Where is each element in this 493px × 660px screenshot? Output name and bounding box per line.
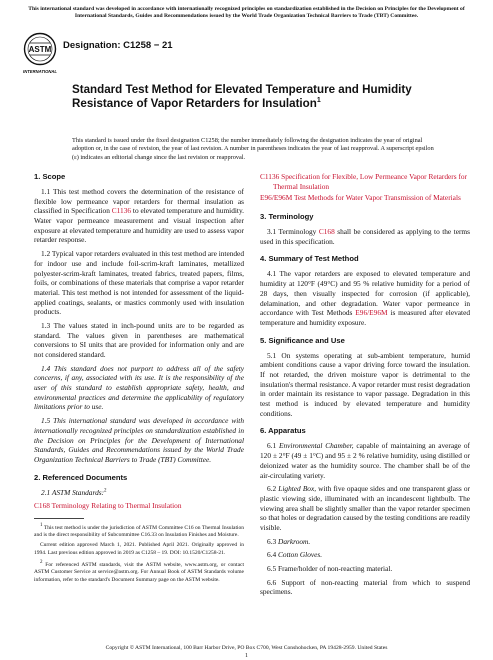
title-footnote-mark: 1 xyxy=(316,97,321,105)
ref-link-c1136[interactable]: C1136 xyxy=(111,206,132,216)
para-6-2-label: 6.2 xyxy=(267,484,279,494)
para-1-5: 1.5 This international standard was developed in accordance with internationally recognized principles on standardization established in the Decision on Principles for the Development of International Standards, Guides and Recommendations issued by the World Trade Organization Technical Barriers to Trade (TBT) Committee. xyxy=(34,416,244,464)
footnote-1-text: This test method is under the jurisdiction of ASTM Committee C16 on Thermal Insulation and is the direct responsibility of Subcommittee C16.33 on Insulation Finishes and Moisture. xyxy=(34,524,244,539)
para-3-1-text-a: 3.1 Terminology xyxy=(267,227,319,237)
footnote-1-mark: 1 xyxy=(40,522,43,528)
footnote-2 xyxy=(34,560,244,584)
para-4-1 xyxy=(260,269,470,327)
para-4-1-text-b: is measured after elevated temperature and humidity exposure. xyxy=(260,308,470,327)
para-1-1 xyxy=(34,187,244,245)
section-2-heading: 2. Referenced Documents xyxy=(34,472,128,482)
page-number: 1 xyxy=(245,653,248,659)
para-6-1 xyxy=(260,441,470,480)
ref-code-c168[interactable]: C168 xyxy=(34,501,50,511)
ref-link-e96[interactable]: E96/E96M xyxy=(355,308,388,318)
para-6-6: 6.6 Support of non-reacting material from which to suspend specimens. xyxy=(260,577,470,597)
footnote-2-mark: 2 xyxy=(104,488,107,494)
section-1-heading: 1. Scope xyxy=(34,172,66,181)
para-2-1-text: 2.1 ASTM Standards: xyxy=(41,487,105,497)
para-6-3-term: Darkroom. xyxy=(278,536,311,546)
para-6-4-label: 6.4 xyxy=(267,550,279,560)
para-6-4 xyxy=(260,550,470,560)
document-title xyxy=(72,83,432,111)
para-6-1-term: Environmental Chamber, xyxy=(279,441,354,451)
para-2-1 xyxy=(34,488,244,498)
para-6-4-term: Cotton Gloves. xyxy=(278,550,323,560)
para-1-4: 1.4 This standard does not purport to address all of the safety concerns, if any, associated with its use. It is the responsibility of the user of this standard to establish appropriate safety, health, and environmental practices and determine the applicability of regulatory limitations prior to use. xyxy=(34,363,244,412)
astm-logo-icon xyxy=(23,32,57,78)
footnote-2-mark-bottom: 2 xyxy=(40,560,43,566)
logo-subtext: INTERNATIONAL xyxy=(23,69,57,74)
right-column xyxy=(260,172,470,601)
para-6-2-text: with five opaque sides and one transparent glass or plastic viewing side, illuminated with an incandescent lightbulb. The viewing area shall be slightly smaller than the vapor retarder specimen so that holes or degradation caused by the testing conditions are readily visible. xyxy=(260,484,470,532)
title-text: Standard Test Method for Elevated Temperature and Humidity Resistance of Vapor Retarders for Insulation xyxy=(72,83,412,111)
footnote-divider xyxy=(34,518,84,519)
copyright-footer: Copyright © ASTM International, 100 Barr Harbor Drive, PO Box C700, West Conshohocken, PA 19428-2959. United States xyxy=(105,645,388,651)
para-5-1: 5.1 On systems operating at sub-ambient temperature, humid ambient conditions cause a vapor driving force toward the insulation. If not retarded, the driven moisture vapor is detrimental to the insulation's thermal resistance. A vapor retarder must resist degradation in order maintain its resistance to vapor passage. Degradation in this test method is induced by elevated temperature and humidity conditions. xyxy=(260,350,470,418)
designation: Designation: C1258 − 21 xyxy=(63,40,173,51)
section-3-heading: 3. Terminology xyxy=(260,212,314,222)
section-4-heading: 4. Summary of Test Method xyxy=(260,254,359,264)
para-1-2: 1.2 Typical vapor retarders evaluated in this test method are intended for indoor use and include foil-scrim-kraft laminates, metallized polyester-scrim-kraft laminates, treated fabrics, treated papers, films, foils, or combinations of these materials that comprise a vapor retarder material. This test method is not intended for assessment of the liquid-applied coatings, sealants, or mastics commonly used with insulation products. xyxy=(34,249,244,317)
para-6-3-label: 6.3 xyxy=(267,536,279,546)
para-1-1-text-a: 1.1 This test method covers the determination of the resistance of flexible low permeance vapor retarders for thermal insulation as classified in Specification xyxy=(34,187,244,216)
ref-e96[interactable] xyxy=(260,193,470,203)
para-1-3: 1.3 The values stated in inch-pound units are to be regarded as standard. The values given in parentheses are mathematical conversions to SI units that are provided for information only and are not considered standard. xyxy=(34,320,244,360)
ref-code-e96[interactable]: E96/E96M xyxy=(260,193,293,203)
para-6-2-term: Lighted Box, xyxy=(278,484,317,494)
para-6-1-label: 6.1 xyxy=(267,441,280,451)
ref-title-e96[interactable]: Test Methods for Water Vapor Transmission of Materials xyxy=(292,193,461,203)
footnote-1b: Current edition approved March 1, 2021. Published April 2021. Originally approved in 1994. Last previous edition approved in 2019 as C1258 – 19. DOI: 10.1520/C1258-21. xyxy=(34,542,244,556)
para-4-1-text-a: 4.1 The vapor retarders are exposed to elevated temperature and humidity at 120°F (49°C) and 95 % relative humidity for a period of 28 days, then visually inspected for corrosion (if applicable), delamination, and other degradation. Water vapor permeance in accordance with Test Methods xyxy=(260,269,470,318)
para-6-3 xyxy=(260,537,470,547)
ref-code-c1136[interactable]: C1136 xyxy=(260,172,280,181)
standard-note: This standard is issued under the fixed designation C1258; the number immediately following the designation indicates the year of original adoption or, in the case of revision, the year of last revision. A number in parentheses indicates the year of last reapproval. A superscript epsilon (ε) indicates an editorial change since the last revision or reapproval. xyxy=(72,137,434,161)
para-6-1-text: capable of maintaining an average of 120 ± 2°F (49 ± 1°C) and 95 ± 2 % relative humidity, using distilled or deionized water as the humidity source. The chamber shall be of the air-circulating variety. xyxy=(260,441,471,480)
footnote-2-text: For referenced ASTM standards, visit the ASTM website, www.astm.org, or contact ASTM Customer Service at service@astm.org. For Annual Book of ASTM Standards volume information, refer to the standard's Document Summary page on the ASTM website. xyxy=(34,561,244,583)
para-6-5: 6.5 Frame/holder of non-reacting material. xyxy=(267,564,393,573)
ref-c1136[interactable] xyxy=(260,172,470,191)
footnote-1 xyxy=(34,523,244,539)
wto-notice: This international standard was developed in accordance with internationally recognized principles on standardization established in the Decision on Principles for the Development of International Standards, Guides and Recommendations issued by the World Trade Organization Technical Barriers to Trade (TBT) Committee. xyxy=(28,6,465,20)
ref-title-c168[interactable]: Terminology Relating to Thermal Insulation xyxy=(49,501,182,511)
logo-text: ASTM xyxy=(28,45,52,54)
section-5-heading: 5. Significance and Use xyxy=(260,335,345,345)
section-6-heading: 6. Apparatus xyxy=(260,426,306,436)
left-column xyxy=(34,172,244,587)
para-3-1 xyxy=(260,227,470,246)
ref-c168[interactable] xyxy=(34,501,244,511)
ref-link-c168[interactable]: C168 xyxy=(318,227,335,237)
para-6-2 xyxy=(260,484,470,532)
para-3-1-text-b: shall be considered as applying to the terms used in this specification. xyxy=(260,227,470,246)
ref-title-c1136[interactable]: Specification for Flexible, Low Permeance Vapor Retarders for Thermal Insulation xyxy=(273,172,468,191)
para-1-1-text-b: to elevated temperature and humidity. Water vapor permeance measurement and visual inspection after exposure at elevated temperature and humidity are used to assess vapor retarder response. xyxy=(34,206,245,245)
